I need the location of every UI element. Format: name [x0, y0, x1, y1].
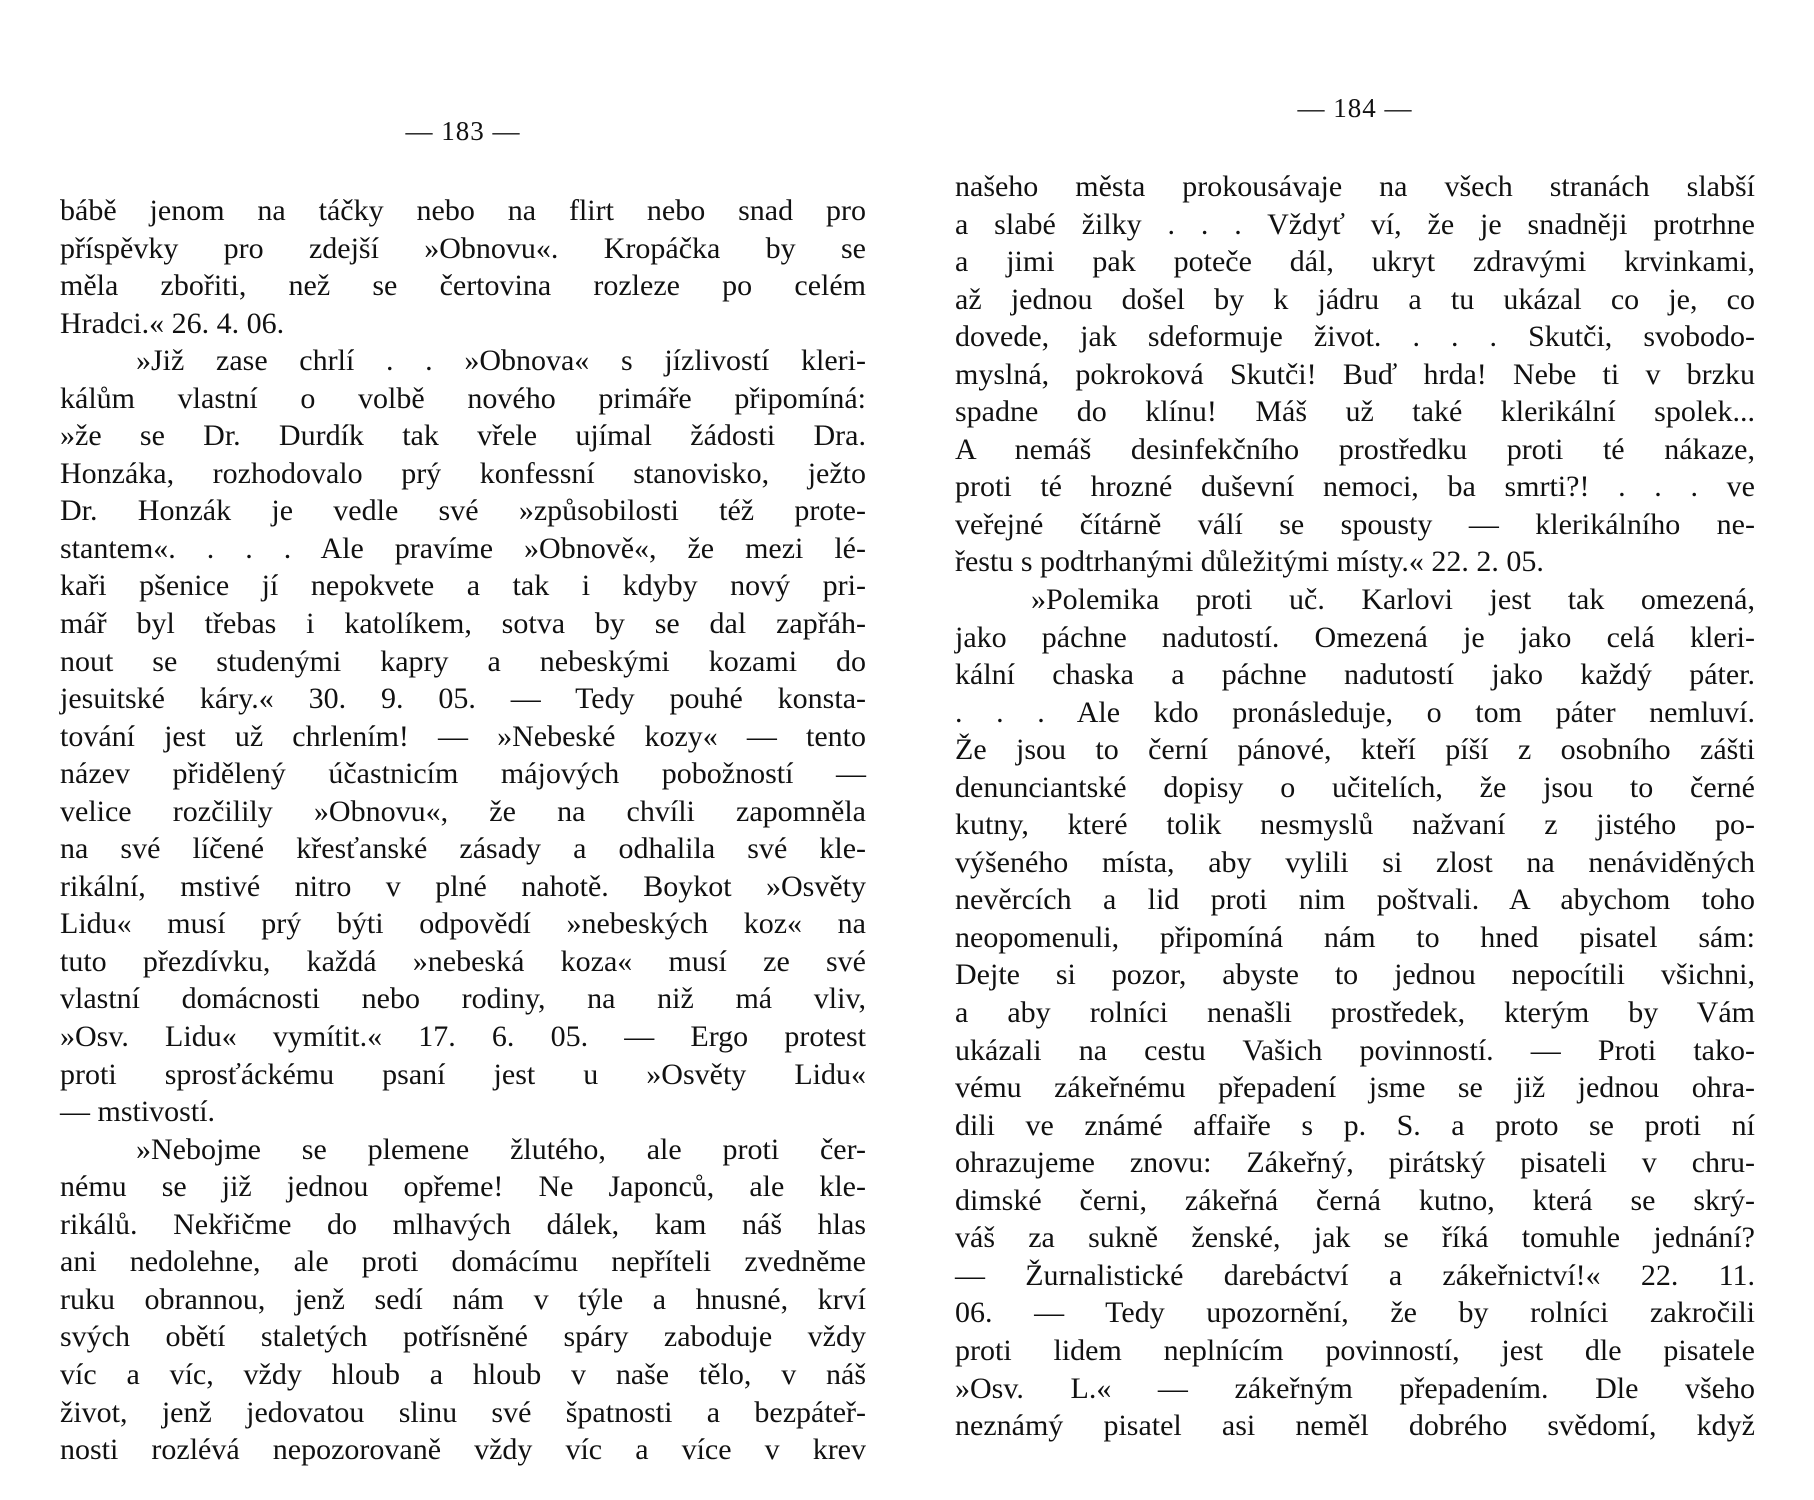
- text-line: dili ve známé affaiře s p. S. a proto se proti ní: [955, 1108, 1755, 1142]
- text-line: nevěrcích a lid proti nim poštvali. A abychom toho: [955, 883, 1755, 917]
- text-line: Dr. Honzák je vedle své »způsobilosti též prote-: [60, 494, 866, 528]
- right-page: [955, 0, 1755, 1500]
- text-line: ruku obrannou, jenž sedí nám v týle a hnusné, krví: [60, 1282, 866, 1316]
- text-line: nosti rozlévá nepozorovaně vždy víc a více v krev: [60, 1433, 866, 1467]
- text-line: kální chaska a páchne nadutostí jako každý páter.: [955, 658, 1755, 692]
- text-line: rikálů. Nekřičme do mlhavých dálek, kam náš hlas: [60, 1207, 866, 1241]
- page-number-184: — 184 —: [1297, 93, 1413, 123]
- text-line: dimské černi, zákeřná černá kutno, která se skrý-: [955, 1183, 1755, 1217]
- text-line: název přidělený účastnicím májových pobožností —: [60, 757, 866, 791]
- text-line: neznámý pisatel asi neměl dobrého svědomí, když: [955, 1409, 1755, 1443]
- text-line: ani nedolehne, ale proti domácímu nepříteli zvedněme: [60, 1245, 866, 1279]
- text-line: nout se studenými kapry a nebeskými kozami do: [60, 644, 866, 678]
- text-line: příspěvky pro zdejší »Obnovu«. Kropáčka by se: [60, 231, 866, 265]
- text-line: ohrazujeme znovu: Zákeřný, pirátský pisateli v chru-: [955, 1146, 1755, 1180]
- text-line: »že se Dr. Durdík tak vřele ujímal žádosti Dra.: [60, 419, 866, 453]
- text-line: tuto přezdívku, každá »nebeská koza« musí ze své: [60, 944, 866, 978]
- page-184-text: [955, 168, 1755, 1445]
- text-line: dovede, jak sdeformuje život. . . . Skutči, svobodo-: [955, 320, 1755, 354]
- text-line: proti lidem neplnícím povinností, jest dle pisatele: [955, 1333, 1755, 1367]
- text-line: kutny, které tolik nesmyslů nažvaní z jistého po-: [955, 808, 1755, 842]
- text-line: spadne do klínu! Máš už také klerikální spolek...: [955, 395, 1755, 429]
- text-line: a aby rolníci nenašli prostředek, kterým by Vám: [955, 996, 1755, 1030]
- text-line: Dejte si pozor, abyste to jednou nepocítili všichni,: [955, 958, 1755, 992]
- text-line: vlastní domácnosti nebo rodiny, na niž má vliv,: [60, 982, 866, 1016]
- text-line: a slabé žilky . . . Vždyť ví, že je snadněji protrhne: [955, 207, 1755, 241]
- text-line: kálům vlastní o volbě nového primáře připomíná:: [60, 381, 866, 415]
- text-line: Lidu« musí prý býti odpovědí »nebeských koz« na: [60, 907, 866, 941]
- text-line: výšeného místa, aby vylili si zlost na nenáviděných: [955, 845, 1755, 879]
- text-line: váš za sukně ženské, jak se říká tomuhle jednání?: [955, 1221, 1755, 1255]
- text-line: až jednou došel by k jádru a tu ukázal co je, co: [955, 282, 1755, 316]
- text-line: Že jsou to černí pánové, kteří píší z osobního zášti: [955, 733, 1755, 767]
- text-line: nému se již jednou opřeme! Ne Japonců, ale kle-: [60, 1170, 866, 1204]
- text-line: neopomenuli, připomíná nám to hned pisatel sám:: [955, 920, 1755, 954]
- text-line: víc a víc, vždy hloub a hloub v naše tělo, v náš: [60, 1357, 866, 1391]
- text-line: ukázali na cestu Vašich povinností. — Proti tako-: [955, 1033, 1755, 1067]
- text-line: na své líčené křesťanské zásady a odhalila své kle-: [60, 832, 866, 866]
- text-line: jako páchne nadutostí. Omezená je jako celá kleri-: [955, 620, 1755, 654]
- text-line: »Osv. Lidu« vymítit.« 17. 6. 05. — Ergo protest: [60, 1020, 866, 1054]
- text-line: měla zbořiti, než se čertovina rozleze po celém: [60, 269, 866, 303]
- text-line: — mstivostí.: [60, 1095, 216, 1129]
- text-line: . . . Ale kdo pronásleduje, o tom páter nemluví.: [955, 695, 1755, 729]
- text-line: svých obětí staletých potřísněné spáry zaboduje vždy: [60, 1320, 866, 1354]
- text-line: proti sprosťáckému psaní jest u »Osvěty Lidu«: [60, 1057, 866, 1091]
- text-line: stantem«. . . . Ale pravíme »Obnově«, že mezi lé-: [60, 531, 866, 565]
- text-line: denunciantské dopisy o učitelích, že jsou to černé: [955, 770, 1755, 804]
- text-line: 06. — Tedy upozornění, že by rolníci zakročili: [955, 1296, 1755, 1330]
- text-line: kaři pšenice jí nepokvete a tak i kdyby nový pri-: [60, 569, 866, 603]
- text-line: řestu s podtrhanými důležitými místy.« 22. 2. 05.: [955, 545, 1544, 579]
- text-line: našeho města prokousávaje na všech stranách slabší: [955, 170, 1755, 203]
- text-line: »Osv. L.« — zákeřným přepadením. Dle všeho: [955, 1371, 1755, 1405]
- text-line: »Již zase chrlí . . »Obnova« s jízlivostí kleri-: [136, 344, 866, 378]
- text-line: rikální, mstivé nitro v plné nahotě. Boykot »Osvěty: [60, 869, 866, 903]
- text-line: A nemáš desinfekčního prostředku proti té nákaze,: [955, 432, 1755, 466]
- page-number-183: — 183 —: [405, 116, 521, 146]
- text-line: proti té hrozné duševní nemoci, ba smrti?! . . . ve: [955, 470, 1755, 504]
- text-line: myslná, pokroková Skutči! Buď hrda! Nebe ti v brzku: [955, 357, 1755, 391]
- text-line: veřejné čítárně válí se spousty — klerikálního ne-: [955, 507, 1755, 541]
- text-line: »Nebojme se plemene žlutého, ale proti čer-: [136, 1132, 866, 1166]
- text-line: Honzáka, rozhodovalo prý konfessní stanovisko, ježto: [60, 456, 866, 490]
- text-line: tování jest už chrlením! — »Nebeské kozy« — tento: [60, 719, 866, 753]
- left-page: [60, 0, 866, 1500]
- text-line: život, jenž jedovatou slinu své špatnosti a bezpáteř-: [60, 1395, 866, 1429]
- page-183-text: [60, 192, 866, 1469]
- text-line: mář byl třebas i katolíkem, sotva by se dal zapřáh-: [60, 607, 866, 641]
- text-line: bábě jenom na táčky nebo na flirt nebo snad pro: [60, 194, 866, 227]
- text-line: jesuitské káry.« 30. 9. 05. — Tedy pouhé konsta-: [60, 682, 866, 716]
- text-line: — Žurnalistické darebáctví a zákeřnictví!« 22. 11.: [955, 1258, 1755, 1292]
- text-line: vému zákeřnému přepadení jsme se již jednou ohra-: [955, 1071, 1755, 1105]
- text-line: velice rozčilily »Obnovu«, že na chvíli zapomněla: [60, 794, 866, 828]
- text-line: Hradci.« 26. 4. 06.: [60, 306, 285, 340]
- text-line: a jimi pak poteče dál, ukryt zdravými krvinkami,: [955, 245, 1755, 279]
- text-line: »Polemika proti uč. Karlovi jest tak omezená,: [1031, 583, 1755, 617]
